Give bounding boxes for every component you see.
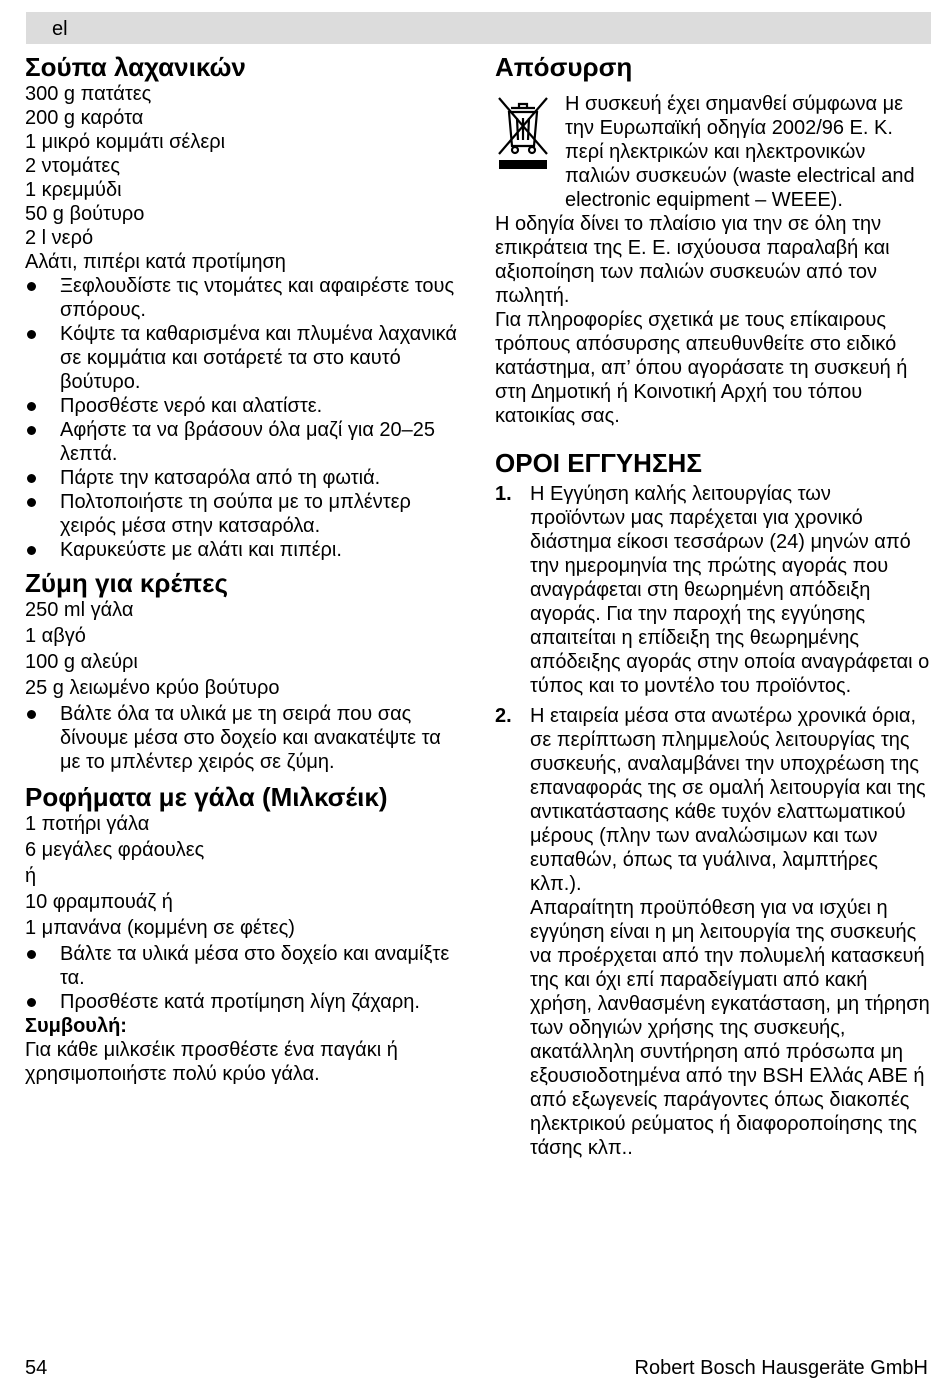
disposal-paragraph: Η οδηγία δίνει το πλαίσιο για την σε όλη την επικράτεια της Ε. Ε. ισχύουσα παραλαβή και αξιοποίηση των παλιών συσκευών από τον πωλητή. xyxy=(495,213,890,307)
crepes-ingredients xyxy=(25,598,465,700)
milkshake-steps xyxy=(25,942,465,1014)
term-text-continued: Απαραίτητη προϋπόθεση για να ισχύει η εγγύηση είναι η μη λειτουργία της συσκευής να προέρχεται από την πολυμελή κατασκευή της και όχι επί παραδείγματι από κακή χρήση, λανθασμένη εγκατάσταση, μη τήρηση των οδηγιών χρήσης της συσκευής, ακατάλληλη συντήρηση από πρόσωπα μη εξουσιοδοτημένα από την BSH Ελλάς ΑΒΕ ή από εξωγενείς παράγοντες όπως διακοπές ηλεκτρικού ρεύματος ή διαφοροποίησης της τάσης κλπ.. xyxy=(530,897,930,1159)
warranty-title: ΟΡΟΙ ΕΓΓΥΗΣΗΣ xyxy=(495,448,702,478)
term-number: 2. xyxy=(495,705,512,727)
soup-steps xyxy=(25,274,465,562)
milkshake-ingredients xyxy=(25,812,465,940)
weee-block xyxy=(495,92,930,212)
step-item: Πάρτε την κατσαρόλα από τη φωτιά. xyxy=(25,466,465,490)
step-item: Βάλτε τα υλικά μέσα στο δοχείο και αναμίξτε τα. xyxy=(25,942,465,990)
ingredient: 2 l νερό xyxy=(25,227,94,249)
ingredient: 2 ντομάτες xyxy=(25,155,120,177)
warranty-term xyxy=(495,482,930,698)
step-item: Αφήστε τα να βράσουν όλα μαζί για 20–25 λεπτά. xyxy=(25,418,465,466)
soup-ingredients xyxy=(25,82,465,274)
term-text: Η Εγγύηση καλής λειτουργίας των προϊόντων μας παρέχεται για χρονικό διάστημα είκοσι τεσσάρων (24) μηνών από την ημερομηνία της πρώτης αγοράς που αναγράφεται στη θεωρημένη απόδειξη αγοράς. Για την παροχή της εγγύησης απαιτείται η επίδειξη της θεωρημένης απόδειξης αγοράς στην οποία αναγράφεται ο τύπος και το μοντέλο του προϊόντος. xyxy=(530,483,930,697)
ingredient: 1 ποτήρι γάλα xyxy=(25,813,150,835)
warranty-terms xyxy=(495,482,930,1160)
step-item: Καρυκεύστε με αλάτι και πιπέρι. xyxy=(25,538,465,562)
ingredient: 1 αβγό xyxy=(25,625,86,647)
ingredient: Αλάτι, πιπέρι κατά προτίμηση xyxy=(25,251,286,273)
step-item: Βάλτε όλα τα υλικά με τη σειρά που σας δίνουμε μέσα στο δοχείο και ανακατέψτε τα με το μπλέντερ χειρός σε ζύμη. xyxy=(25,702,465,774)
footer-company: Robert Bosch Hausgeräte GmbH xyxy=(634,1357,928,1379)
soup-title: Σούπα λαχανικών xyxy=(25,52,246,82)
left-column xyxy=(25,52,465,1086)
weee-crossed-bin-icon xyxy=(495,94,557,212)
step-item: Κόψτε τα καθαρισμένα και πλυμένα λαχανικά σε κομμάτια και σοτάρετέ τα στο καυτό βούτυρο. xyxy=(25,322,465,394)
language-header-bar xyxy=(26,12,931,44)
ingredient: 1 μπανάνα (κομμένη σε φέτες) xyxy=(25,917,295,939)
ingredient: 250 ml γάλα xyxy=(25,599,134,621)
step-item: Πολτοποιήστε τη σούπα με το μπλέντερ χειρός μέσα στην κατσαρόλα. xyxy=(25,490,465,538)
ingredient: 300 g πατάτες xyxy=(25,83,152,105)
ingredient: 1 μικρό κομμάτι σέλερι xyxy=(25,131,226,153)
ingredient: 10 φραμπουάζ ή xyxy=(25,891,173,913)
milkshake-title: Ροφήματα με γάλα (Μιλκσέικ) xyxy=(25,782,388,812)
warranty-term xyxy=(495,704,930,1160)
term-number: 1. xyxy=(495,483,512,505)
tip-text: Για κάθε μιλκσέικ προσθέστε ένα παγάκι ή χρησιμοποιήστε πολύ κρύο γάλα. xyxy=(25,1039,398,1085)
term-text: Η εταιρεία μέσα στα ανωτέρω χρονικά όρια, σε περίπτωση πλημμελούς λειτουργίας της συσκευής, αναλαμβάνει την υποχρέωση της επαναφοράς της σε ομαλή λειτουργία και της αντικατάστασης κάθε τυχόν ελαττωματικού μέρους (πλην των αναλώσιμων και των ευπαθών, όπως τα γυάλινα, λαμπτήρες κλπ.). xyxy=(530,705,926,895)
ingredient: 200 g καρότα xyxy=(25,107,144,129)
crepes-steps xyxy=(25,702,465,774)
tip-label: Συμβουλή: xyxy=(25,1015,127,1037)
step-item: Ξεφλουδίστε τις ντομάτες και αφαιρέστε τους σπόρους. xyxy=(25,274,465,322)
ingredient: ή xyxy=(25,865,37,887)
ingredient: 6 μεγάλες φράουλες xyxy=(25,839,205,861)
ingredient: 25 g λειωμένο κρύο βούτυρο xyxy=(25,677,280,699)
ingredient: 50 g βούτυρο xyxy=(25,203,145,225)
step-item: Προσθέστε νερό και αλατίστε. xyxy=(25,394,465,418)
crepes-title: Ζύμη για κρέπες xyxy=(25,568,228,598)
weee-marking-text: Η συσκευή έχει σημανθεί σύμφωνα με την Ευρωπαϊκή οδηγία 2002/96 Ε. Κ. περί ηλεκτρικών και ηλεκτρονικών παλιών συσκευών (waste electrical and electronic equipment – WEEE). xyxy=(565,93,915,211)
right-column xyxy=(495,52,930,1160)
step-item: Προσθέστε κατά προτίμηση λίγη ζάχαρη. xyxy=(25,990,465,1014)
ingredient: 1 κρεμμύδι xyxy=(25,179,122,201)
page-number: 54 xyxy=(25,1357,48,1379)
language-code: el xyxy=(52,18,68,40)
disposal-paragraph: Για πληροφορίες σχετικά με τους επίκαιρους τρόπους απόσυρσης απευθυνθείτε στο ειδικό κατάστημα, απ’ όπου αγοράσατε τη συσκευή ή στη Δημοτική ή Κοινοτική Αρχή του τόπου κατοικίας σας. xyxy=(495,309,908,427)
disposal-title: Απόσυρση xyxy=(495,52,633,82)
ingredient: 100 g αλεύρι xyxy=(25,651,138,673)
